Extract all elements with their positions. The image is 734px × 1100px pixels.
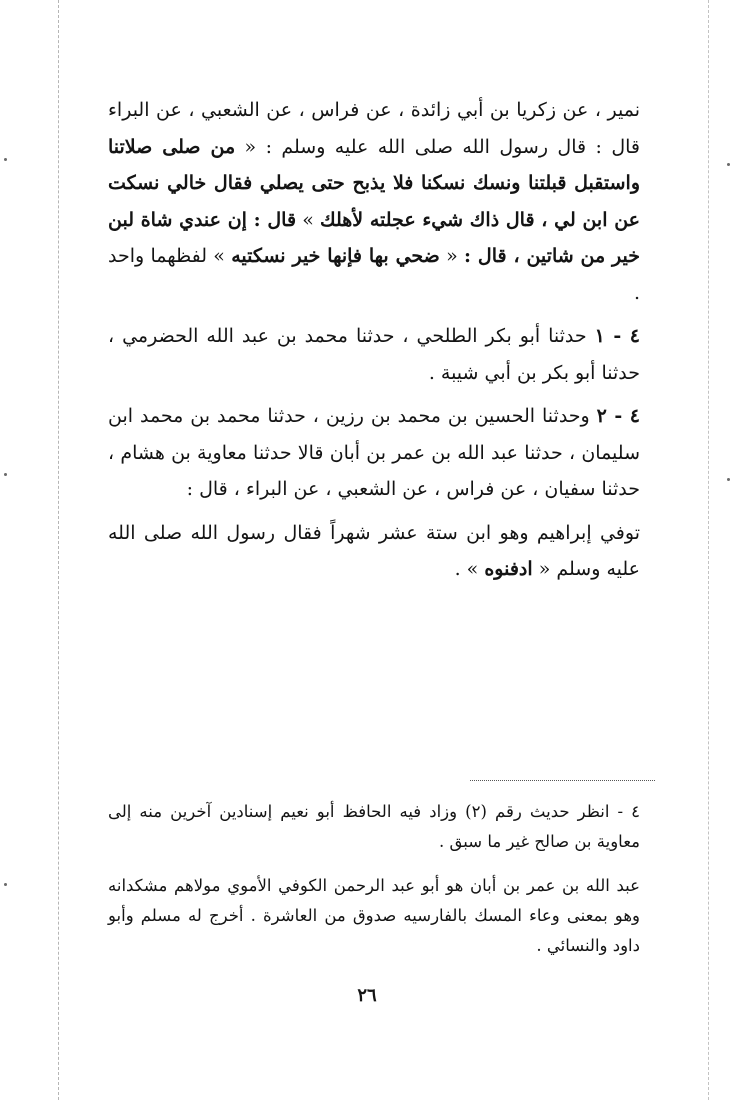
quote-close: » bbox=[296, 208, 320, 231]
hadith-paragraph bbox=[108, 515, 640, 588]
isnad-text: وحدثنا الحسين بن محمد بن رزين ، حدثنا محمد بن محمد ابن سليمان ، حدثنا عبد الله بن عمر بن أبان قالا حدثنا معاوية بن هشام ، حدثنا سفيان ، عن فراس ، عن الشعبي ، عن البراء ، قال : bbox=[108, 405, 640, 500]
hadith-paragraph bbox=[108, 318, 640, 391]
hadith-paragraph bbox=[108, 398, 640, 508]
isnad-text: حدثنا أبو بكر الطلحي ، حدثنا محمد بن عبد الله الحضرمي ، حدثنا أبو بكر بن أبي شيبة . bbox=[108, 325, 640, 384]
hadith-matn: من صلى صلاتنا واستقبل قبلتنا ونسك نسكنا فلا يذبح حتى يصلي فقال خالي نسكت عن ابن لي ، قال ذاك شيء عجلته لأهلك bbox=[108, 135, 640, 231]
footnote: ٤ - انظر حديث رقم (٢) وزاد فيه الحافظ أبو نعيم إسنادين آخرين منه إلى معاوية بن صالح غير ما سبق . bbox=[108, 802, 641, 851]
page-number: ٢٦ bbox=[357, 985, 377, 1006]
left-margin-guide bbox=[58, 0, 59, 1100]
hadith-matn: ضحي بها فإنها خير نسكتيه bbox=[231, 245, 440, 267]
closing-note: » لفظهما واحد . bbox=[108, 245, 640, 304]
hadith-number: ٤ - ٢ bbox=[596, 405, 640, 427]
hadith-matn: قال : إن عندي شاة لبن خير من شاتين ، قال : bbox=[108, 208, 640, 267]
right-margin-guide bbox=[708, 0, 709, 1100]
quote-open: « bbox=[439, 245, 465, 267]
main-text bbox=[108, 92, 640, 588]
scan-speck bbox=[4, 158, 7, 161]
hadith-matn: ادفنوه bbox=[484, 558, 533, 580]
scan-speck bbox=[4, 473, 7, 476]
hadith-paragraph bbox=[108, 92, 640, 311]
hadith-text: توفي إبراهيم وهو ابن ستة عشر شهراً فقال رسول الله صلى الله عليه وسلم « bbox=[108, 521, 640, 580]
footnotes bbox=[108, 797, 640, 961]
footnote-separator bbox=[470, 780, 655, 781]
isnad-text: نمير ، عن زكريا بن أبي زائدة ، عن فراس ، عن الشعبي ، عن البراء قال : قال رسول الله صلى الله عليه وسلم : « bbox=[108, 99, 640, 158]
footnote: عبد الله بن عمر بن أبان هو أبو عبد الرحمن الكوفي الأموي مولاهم مشكدانه وهو بمعنى وعاء المسك بالفارسيه صدوق من العاشرة . أخرج له مسلم وأبو داود والنسائي . bbox=[108, 876, 640, 955]
scan-speck bbox=[4, 883, 7, 886]
hadith-number: ٤ - ١ bbox=[594, 325, 640, 347]
scan-speck bbox=[727, 163, 730, 166]
scan-speck bbox=[727, 478, 730, 481]
closing-note: » . bbox=[454, 558, 485, 580]
